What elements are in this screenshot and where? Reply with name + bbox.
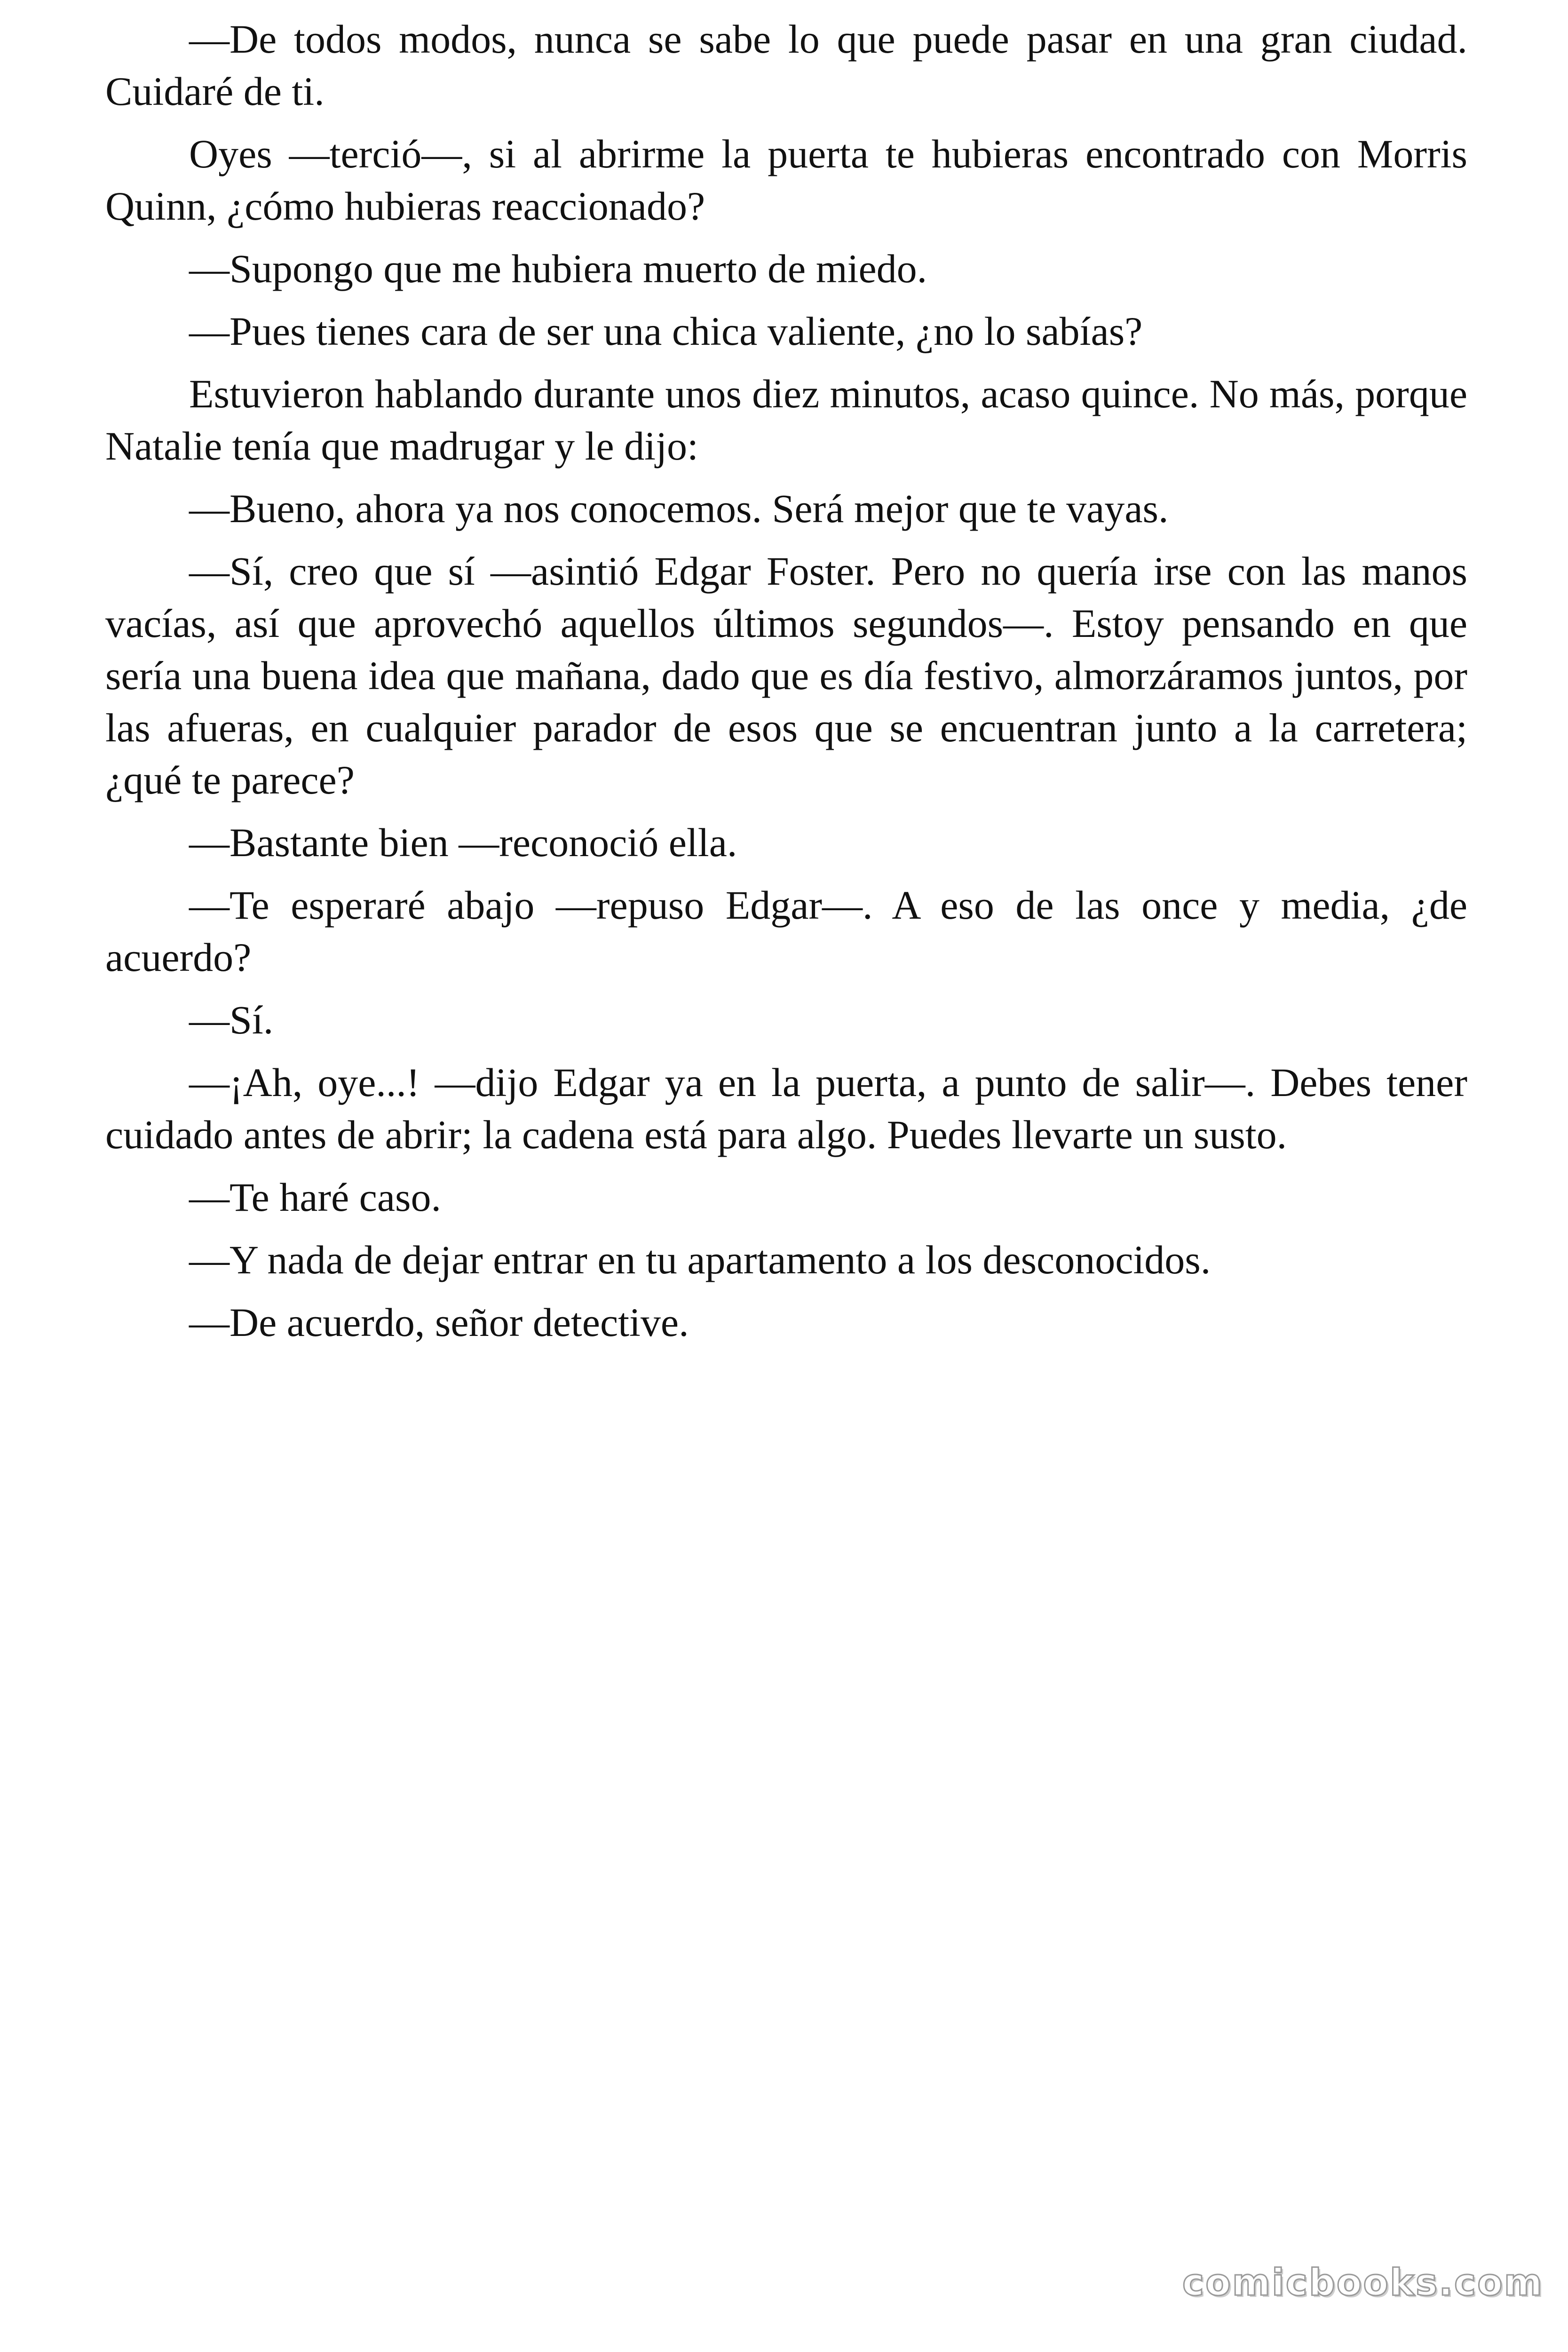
- paragraph: —De acuerdo, señor detective.: [189, 1300, 689, 1345]
- watermark-logo: comicbooks.com: [1182, 2262, 1544, 2304]
- paragraph: —Sí, creo que sí —asintió Edgar Foster. Pero no quería irse con las manos vacías, así que aprovechó aquellos últimos segundos—. Estoy pensando en que sería una buena idea que mañana, dado que es día festivo, almorzáramos juntos, por las afueras, en cualquier parador de esos que se encuentran junto a la carretera; ¿qué te parece?: [105, 548, 1467, 803]
- paragraph: —Supongo que me hubiera muerto de miedo.: [189, 246, 927, 291]
- body-text: [105, 13, 1467, 1359]
- paragraph: —¡Ah, oye...! —dijo Edgar ya en la puerta, a punto de salir—. Debes tener cuidado antes de abrir; la cadena está para algo. Puedes llevarte un susto.: [105, 1060, 1467, 1157]
- paragraph: —Bastante bien —reconoció ella.: [189, 820, 737, 865]
- paragraph: —Te esperaré abajo —repuso Edgar—. A eso de las once y media, ¿de acuerdo?: [105, 882, 1467, 980]
- paragraph: Estuvieron hablando durante unos diez minutos, acaso quince. No más, porque Natalie tenía que madrugar y le dijo:: [105, 371, 1467, 469]
- paragraph: —Sí.: [189, 997, 274, 1042]
- paragraph: —Pues tienes cara de ser una chica valiente, ¿no lo sabías?: [189, 309, 1143, 354]
- paragraph: —Y nada de dejar entrar en tu apartamento a los desconocidos.: [189, 1237, 1211, 1282]
- paragraph: —Te haré caso.: [189, 1175, 441, 1220]
- paragraph: Oyes —terció—, si al abrirme la puerta te hubieras encontrado con Morris Quinn, ¿cómo hubieras reaccionado?: [105, 131, 1467, 229]
- paragraph: —De todos modos, nunca se sabe lo que puede pasar en una gran ciudad. Cuidaré de ti.: [105, 16, 1467, 114]
- paragraph: —Bueno, ahora ya nos conocemos. Será mejor que te vayas.: [189, 486, 1169, 531]
